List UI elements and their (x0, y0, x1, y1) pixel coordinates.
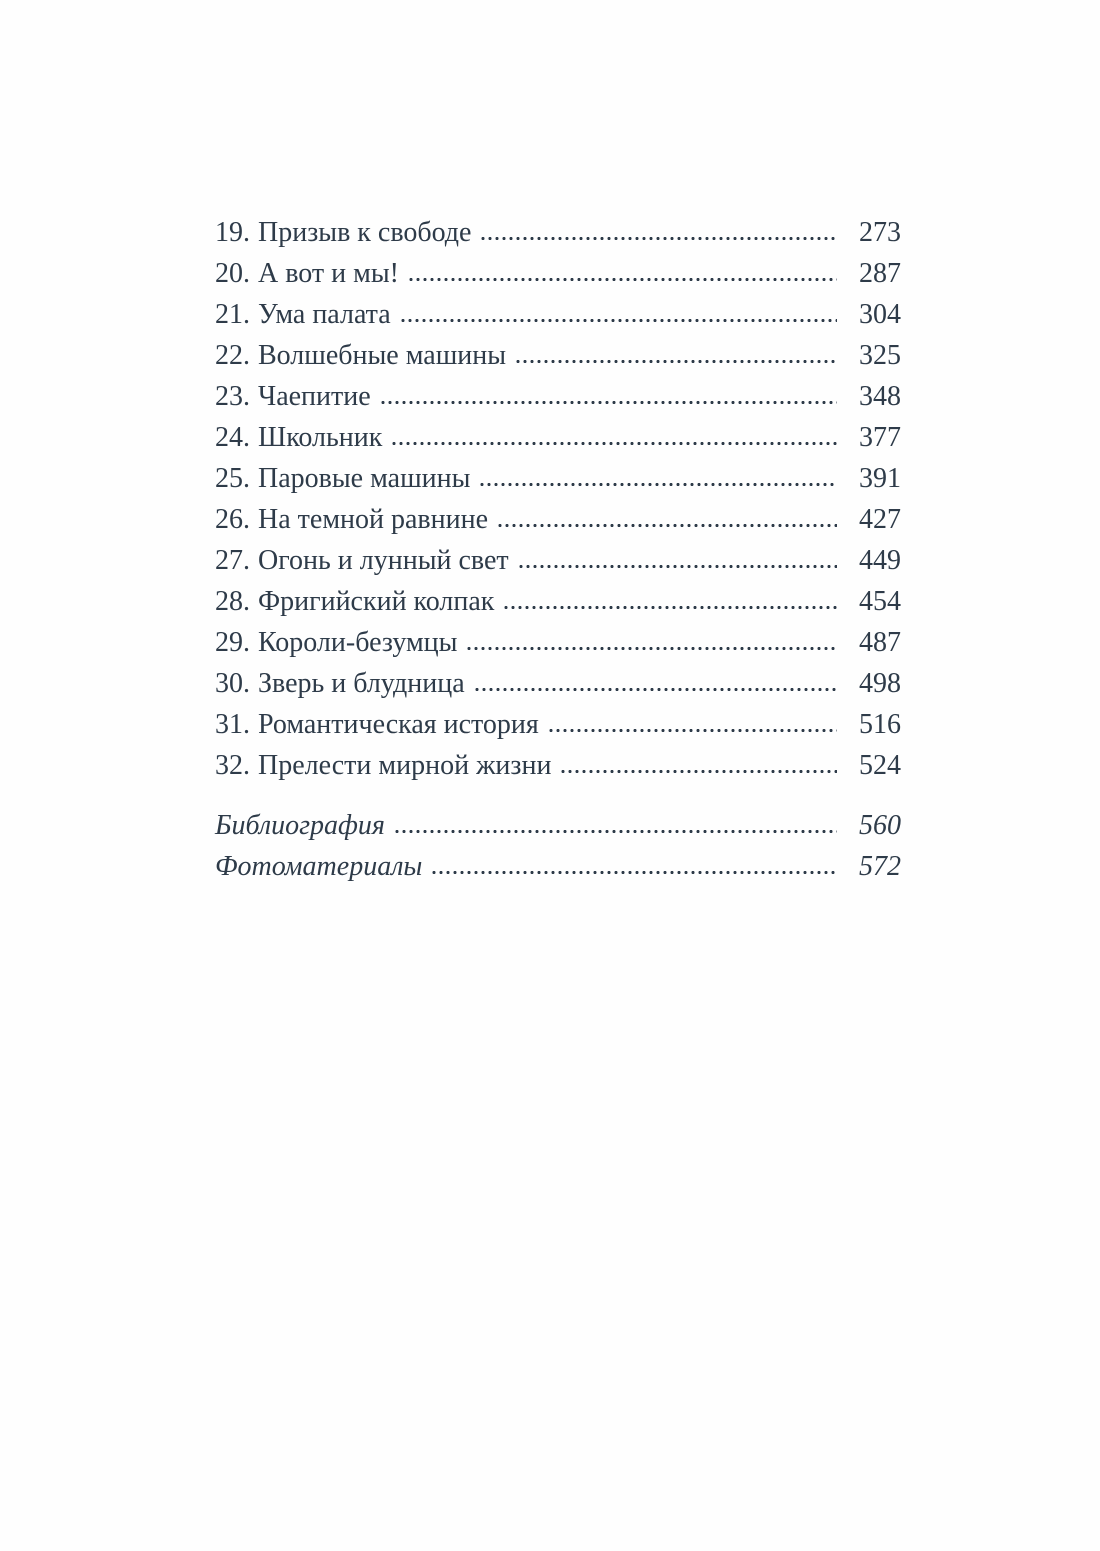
toc-chapter-list (215, 212, 901, 786)
toc-entry (215, 745, 901, 786)
chapter-title: Паровые машины (258, 463, 471, 494)
chapter-title: Зверь и блудница (258, 668, 465, 699)
page-number: 273 (859, 217, 901, 248)
chapter-title: Библиография (215, 810, 385, 841)
page-number: 498 (859, 668, 901, 699)
table-of-contents (215, 212, 901, 887)
toc-entry (215, 253, 901, 294)
toc-entry (215, 581, 901, 622)
toc-entry (215, 458, 901, 499)
toc-entry (215, 335, 901, 376)
chapter-title: А вот и мы! (258, 258, 399, 289)
chapter-number: 19. (215, 217, 250, 248)
toc-leader-dots (519, 564, 837, 569)
page-number: 325 (859, 340, 901, 371)
chapter-title: На темной равнине (258, 504, 489, 535)
toc-leader-dots (432, 870, 837, 875)
chapter-title: Фригийский колпак (258, 586, 495, 617)
page-number: 427 (859, 504, 901, 535)
chapter-number: 31. (215, 709, 250, 740)
chapter-title: Короли-безумцы (258, 627, 458, 658)
page-number: 449 (859, 545, 901, 576)
chapter-number: 28. (215, 586, 250, 617)
toc-entry (215, 294, 901, 335)
chapter-title: Огонь и лунный свет (258, 545, 509, 576)
chapter-title: Прелести мирной жизни (258, 750, 552, 781)
chapter-title: Школьник (258, 422, 383, 453)
chapter-number: 26. (215, 504, 250, 535)
chapter-number: 24. (215, 422, 250, 453)
chapter-title: Чаепитие (258, 381, 371, 412)
toc-leader-dots (475, 687, 837, 692)
page-number: 487 (859, 627, 901, 658)
page-number: 377 (859, 422, 901, 453)
toc-entry (215, 663, 901, 704)
chapter-number: 21. (215, 299, 250, 330)
toc-leader-dots (561, 769, 837, 774)
toc-entry (215, 499, 901, 540)
toc-leader-dots (481, 236, 837, 241)
page-number: 304 (859, 299, 901, 330)
toc-leader-dots (516, 359, 837, 364)
chapter-number: 22. (215, 340, 250, 371)
chapter-number: 29. (215, 627, 250, 658)
chapter-number: 32. (215, 750, 250, 781)
chapter-title: Призыв к свободе (258, 217, 472, 248)
toc-leader-dots (467, 646, 837, 651)
page-number: 287 (859, 258, 901, 289)
chapter-number: 23. (215, 381, 250, 412)
page-number: 348 (859, 381, 901, 412)
chapter-number: 20. (215, 258, 250, 289)
chapter-number: 30. (215, 668, 250, 699)
toc-leader-dots (395, 829, 837, 834)
toc-leader-dots (381, 400, 837, 405)
page-number: 524 (859, 750, 901, 781)
page-number: 516 (859, 709, 901, 740)
toc-leader-dots (409, 277, 837, 282)
toc-leader-dots (480, 482, 837, 487)
chapter-title: Романтическая история (258, 709, 539, 740)
toc-entry (215, 805, 901, 846)
toc-entry (215, 846, 901, 887)
toc-entry (215, 376, 901, 417)
chapter-number: 25. (215, 463, 250, 494)
page-number: 454 (859, 586, 901, 617)
toc-leader-dots (504, 605, 837, 610)
toc-entry (215, 704, 901, 745)
toc-leader-dots (498, 523, 837, 528)
toc-entry (215, 540, 901, 581)
chapter-number: 27. (215, 545, 250, 576)
page-number: 391 (859, 463, 901, 494)
toc-leader-dots (549, 728, 837, 733)
chapter-title: Фотоматериалы (215, 851, 423, 882)
page-number: 572 (859, 851, 901, 882)
chapter-title: Волшебные машины (258, 340, 507, 371)
toc-leader-dots (401, 318, 837, 323)
toc-back-matter-list (215, 805, 901, 887)
toc-leader-dots (392, 441, 837, 446)
page-number: 560 (859, 810, 901, 841)
toc-entry (215, 212, 901, 253)
toc-entry (215, 622, 901, 663)
chapter-title: Ума палата (258, 299, 391, 330)
toc-entry (215, 417, 901, 458)
